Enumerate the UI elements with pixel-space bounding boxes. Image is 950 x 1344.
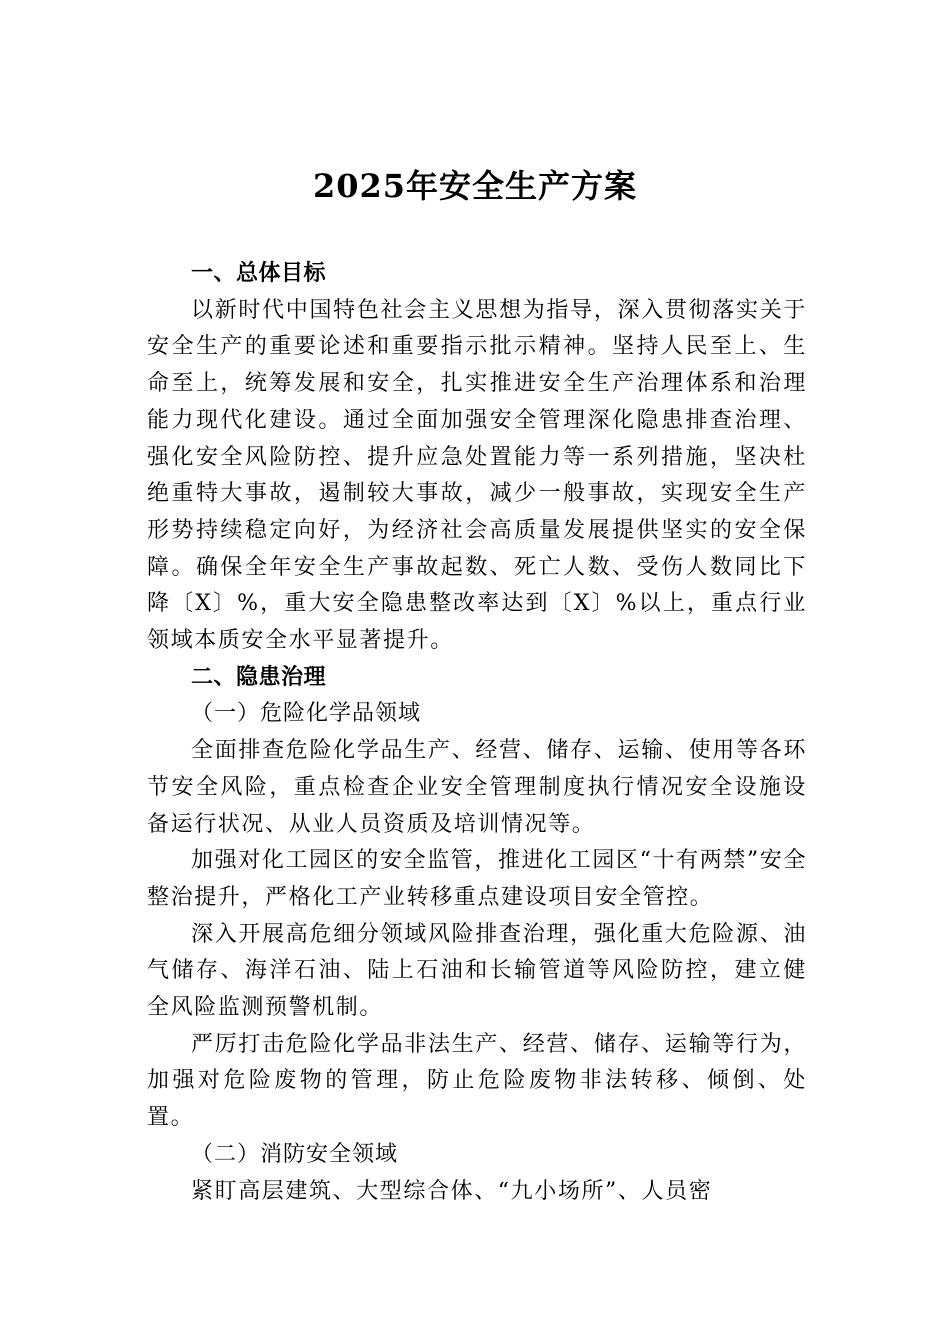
paragraph-high-risk-areas: 深入开展高危细分领域风险排查治理，强化重大危险源、油气储存、海洋石油、陆上石油和长输管道等风险防控，建立健全风险监测预警机制。 xyxy=(147,921,807,1021)
paragraph-fire-safety: 紧盯高层建筑、大型综合体、“九小场所”、人员密 xyxy=(191,1178,713,1204)
paragraph-overall-goal: 以新时代中国特色社会主义思想为指导，深入贯彻落实关于安全生产的重要论述和重要指示批示精神。坚持人民至上、生命至上，统筹发展和安全，扎实推进安全生产治理体系和治理能力现代化建设。通过全面加强安全管理深化隐患排查治理、强化安全风险防控、提升应急处置能力等一系列措施，坚决杜绝重特大事故，遏制较大事故，减少一般事故，实现安全生产形势持续稳定向好，为经济社会高质量发展提供坚实的安全保障。确保全年安全生产事故起数、死亡人数、受伤人数同比下降〔X〕%，重大安全隐患整改率达到〔X〕%以上，重点行业领域本质安全水平显著提升。 xyxy=(147,297,807,654)
paragraph-illegal-activities: 严厉打击危险化学品非法生产、经营、储存、运输等行为，加强对危险废物的管理，防止危险废物非法转移、倾倒、处置。 xyxy=(147,1031,807,1131)
subsection-heading-hazardous-chemicals: （一）危险化学品领域 xyxy=(191,701,422,727)
subsection-heading-fire-safety: （二）消防安全领域 xyxy=(191,1141,399,1167)
section-heading-hazard-governance: 二、隐患治理 xyxy=(191,664,327,690)
document-body xyxy=(147,256,807,1210)
paragraph-chemicals-inspection: 全面排查危险化学品生产、经营、储存、运输、使用等各环节安全风险，重点检查企业安全管理制度执行情况安全设施设备运行状况、从业人员资质及培训情况等。 xyxy=(147,738,807,837)
document-title: 2025年安全生产方案 xyxy=(312,167,638,205)
section-heading-overall-goal: 一、总体目标 xyxy=(191,261,327,286)
paragraph-chemical-parks: 加强对化工园区的安全监管，推进化工园区“十有两禁”安全整治提升，严格化工产业转移重点建设项目安全管控。 xyxy=(147,848,807,910)
